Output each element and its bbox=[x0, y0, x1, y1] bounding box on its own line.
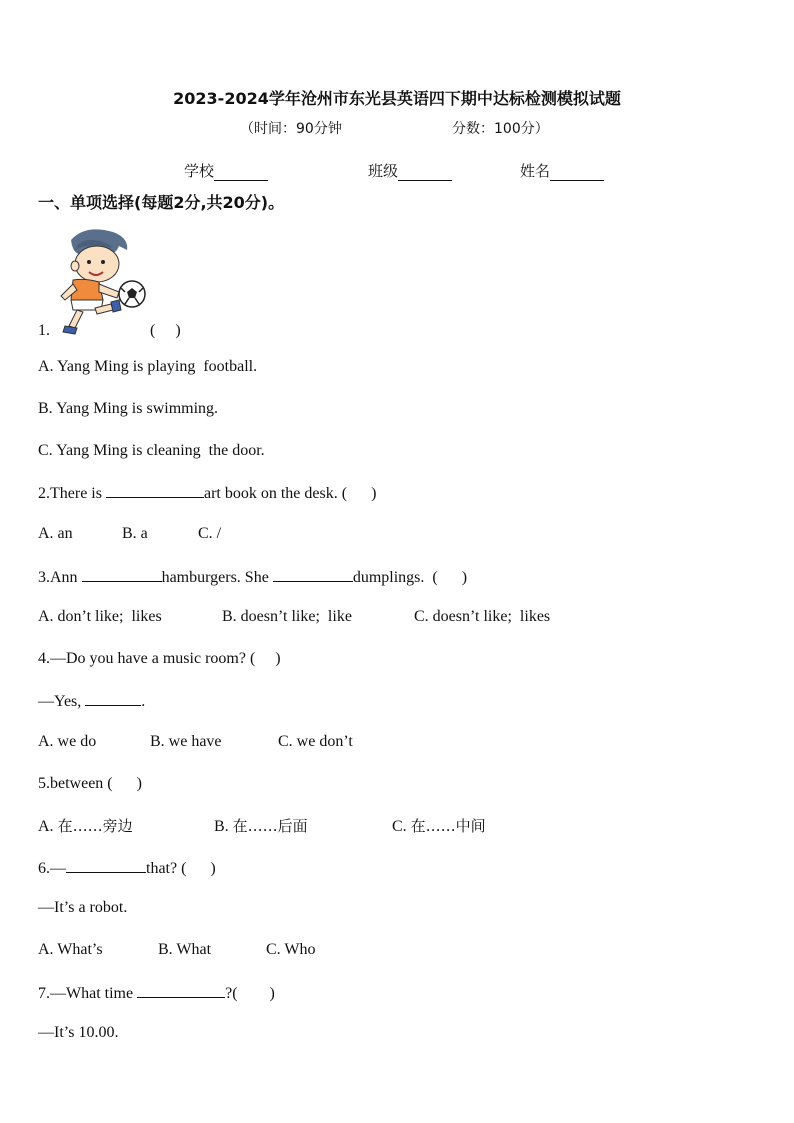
q2-option-b[interactable]: B. a bbox=[122, 525, 148, 542]
q6-option-a[interactable]: A. What’s bbox=[38, 941, 103, 958]
q5-option-b[interactable] bbox=[214, 815, 308, 836]
q2-blank[interactable] bbox=[106, 483, 204, 498]
q7-stem-pre: 7.—What time bbox=[38, 985, 138, 1002]
q4-option-b[interactable]: B. we have bbox=[150, 733, 222, 750]
q2-option-c[interactable]: C. / bbox=[198, 525, 222, 542]
q4-option-c[interactable]: C. we don’t bbox=[278, 733, 353, 750]
name-field bbox=[520, 160, 604, 181]
q5-stem: 5.between ( ) bbox=[38, 775, 142, 792]
q6-option-c[interactable]: C. Who bbox=[266, 941, 316, 958]
q1-option-c[interactable]: C. Yang Ming is cleaning the door. bbox=[38, 442, 265, 459]
school-label: 学校 bbox=[184, 162, 215, 180]
q6-stem-post: that? ( ) bbox=[146, 860, 216, 877]
q3-blank-1[interactable] bbox=[82, 567, 162, 582]
q7-stem-post: ?( ) bbox=[225, 985, 275, 1002]
q3-option-a[interactable]: A. don’t like; likes bbox=[38, 608, 162, 625]
exam-title: 2023-2024学年沧州市东光县英语四下期中达标检测模拟试题 bbox=[173, 89, 621, 108]
q4-option-a[interactable]: A. we do bbox=[38, 733, 97, 750]
q5-option-b-letter: B. bbox=[214, 818, 229, 835]
boy-football-illustration bbox=[55, 226, 151, 338]
q2-stem-post: art book on the desk. ( ) bbox=[203, 485, 377, 502]
q4-response-pre: —Yes, bbox=[38, 693, 86, 710]
q3-option-b[interactable]: B. doesn’t like; like bbox=[222, 608, 352, 625]
q7-response: —It’s 10.00. bbox=[38, 1024, 119, 1041]
class-blank[interactable] bbox=[398, 166, 452, 181]
class-label: 班级 bbox=[368, 162, 399, 180]
q1-option-a[interactable]: A. Yang Ming is playing football. bbox=[38, 358, 258, 375]
q1-answer-paren[interactable]: ( ) bbox=[150, 322, 181, 339]
q4-blank[interactable] bbox=[85, 691, 141, 706]
q3-stem bbox=[38, 567, 467, 587]
name-blank[interactable] bbox=[550, 166, 604, 181]
school-field bbox=[184, 160, 268, 181]
q5-option-b-text: 在……后面 bbox=[232, 817, 308, 835]
q5-option-c-text: 在……中间 bbox=[410, 817, 486, 835]
q5-option-c[interactable] bbox=[392, 815, 486, 836]
q3-stem-pre: 3.Ann bbox=[38, 569, 82, 586]
q6-option-b[interactable]: B. What bbox=[158, 941, 212, 958]
q4-stem: 4.—Do you have a music room? ( ) bbox=[38, 650, 281, 667]
q2-stem-pre: 2.There is bbox=[38, 485, 106, 502]
exam-time: （时间：90分钟 bbox=[240, 121, 342, 137]
q2-stem bbox=[38, 483, 376, 503]
q4-response-post: . bbox=[141, 693, 146, 710]
q3-option-c[interactable]: C. doesn’t like; likes bbox=[414, 608, 551, 625]
q6-stem bbox=[38, 858, 216, 878]
section-heading: 一、单项选择(每题2分,共20分)。 bbox=[38, 193, 285, 212]
q7-blank[interactable] bbox=[137, 983, 225, 998]
q5-option-a-text: 在……旁边 bbox=[57, 817, 133, 835]
q3-stem-mid: hamburgers. She bbox=[161, 569, 273, 586]
q5-option-a[interactable] bbox=[38, 815, 133, 836]
q6-response: —It’s a robot. bbox=[38, 899, 128, 916]
q3-blank-2[interactable] bbox=[273, 567, 353, 582]
q6-stem-pre: 6.— bbox=[38, 860, 66, 877]
q4-response bbox=[38, 691, 145, 711]
q7-stem bbox=[38, 983, 275, 1003]
exam-score: 分数：100分） bbox=[452, 121, 549, 137]
q1-number: 1. bbox=[38, 322, 50, 339]
q1-option-b[interactable]: B. Yang Ming is swimming. bbox=[38, 400, 219, 417]
class-field bbox=[368, 160, 452, 181]
q6-blank[interactable] bbox=[66, 858, 146, 873]
q5-option-a-letter: A. bbox=[38, 818, 54, 835]
q5-option-c-letter: C. bbox=[392, 818, 407, 835]
name-label: 姓名 bbox=[520, 162, 551, 180]
q2-option-a[interactable]: A. an bbox=[38, 525, 73, 542]
school-blank[interactable] bbox=[214, 166, 268, 181]
q3-stem-post: dumplings. ( ) bbox=[352, 569, 468, 586]
